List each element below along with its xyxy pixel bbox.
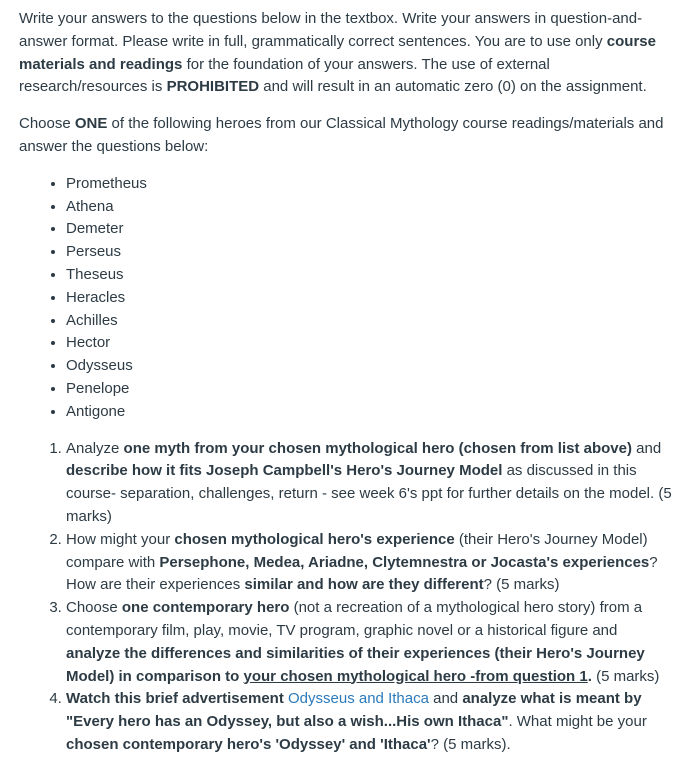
choose-text-1: Choose bbox=[19, 115, 75, 133]
q2-text-2: (their Hero's Journey Model) compare with bbox=[66, 530, 648, 571]
q3-underlined-hero-reference: your chosen mythological hero -from question 1 bbox=[243, 667, 588, 685]
list-item: • Demeter bbox=[66, 218, 673, 241]
q1-text-2: and bbox=[631, 439, 662, 457]
q2-bold-3: similar and how are they different bbox=[244, 576, 484, 594]
list-item: • Hector bbox=[66, 332, 673, 355]
q1-bold-1: one myth from your chosen mythological hero (chosen from list above) bbox=[123, 439, 632, 457]
q3-text-1: Choose bbox=[66, 599, 122, 617]
intro-bold-course-materials: course materials and readings bbox=[19, 32, 656, 73]
question-list bbox=[19, 438, 673, 757]
odysseus-ithaca-link[interactable]: Odysseus and Ithaca bbox=[288, 690, 429, 708]
question-2 bbox=[66, 529, 673, 597]
q3-text-2: (not a recreation of a mythological hero story) from a contemporary film, play, movie, TV program, graphic novel or a historical figure and bbox=[66, 599, 643, 639]
q2-bold-1: chosen mythological hero's experience bbox=[174, 530, 455, 548]
list-item: • Odysseus bbox=[66, 355, 673, 378]
list-item: • Perseus bbox=[66, 241, 673, 264]
q4-bold-2: analyze what is meant by "Every hero has an Odyssey, but also a wish...His own Ithaca" bbox=[66, 690, 642, 731]
q1-bold-2: describe how it fits Joseph Campbell's Hero's Journey Model bbox=[66, 462, 503, 480]
q4-text-3: . What might be your bbox=[508, 713, 647, 731]
list-item: • Prometheus bbox=[66, 173, 673, 196]
choose-bold-one: ONE bbox=[74, 115, 108, 133]
q2-text-1: How might your bbox=[66, 530, 175, 548]
q4-bold-3: chosen contemporary hero's 'Odyssey' and 'Ithaca' bbox=[66, 735, 431, 753]
intro-bold-prohibited: PROHIBITED bbox=[166, 78, 260, 96]
list-item: • Antigone bbox=[66, 401, 673, 424]
q1-text-3: as discussed in this course- separation, challenges, return - see week 6's ppt for further details on the model. (5 marks) bbox=[66, 462, 672, 525]
intro-paragraph bbox=[19, 8, 673, 99]
list-item: • Heracles bbox=[66, 287, 673, 310]
question-4 bbox=[66, 688, 673, 756]
list-item: • Achilles bbox=[66, 310, 673, 333]
q3-bold-2: analyze the differences and similarities of their experiences (their Hero's Journey Model) in comparison to bbox=[66, 644, 645, 685]
hero-list bbox=[19, 173, 673, 424]
q1-text-1: Analyze bbox=[66, 439, 124, 457]
list-item: • Penelope bbox=[66, 378, 673, 401]
list-item: • Theseus bbox=[66, 264, 673, 287]
q3-bold-1: one contemporary hero bbox=[121, 599, 290, 617]
q2-text-3: ? How are their experiences bbox=[66, 553, 658, 594]
q4-text-2: and bbox=[428, 690, 463, 708]
intro-text-2: for the foundation of your answers. The use of external research/resources is bbox=[19, 55, 550, 96]
q3-bold-3: . bbox=[587, 667, 592, 685]
q2-bold-2: Persephone, Medea, Ariadne, Clytemnestra or Jocasta's experiences bbox=[159, 553, 650, 571]
q4-text-4: ? (5 marks). bbox=[430, 735, 511, 753]
intro-text-3: and will result in an automatic zero (0) on the assignment. bbox=[259, 78, 647, 96]
choose-text-2: of the following heroes from our Classical Mythology course readings/materials and answer the questions below: bbox=[19, 115, 664, 155]
question-1 bbox=[66, 438, 673, 529]
q3-text-3: (5 marks) bbox=[591, 667, 660, 685]
intro-text-1: Write your answers to the questions below in the textbox. Write your answers in question-and-answer format. Please write in full, grammatically correct sentences. You are to use only bbox=[19, 10, 643, 50]
question-3 bbox=[66, 597, 673, 688]
choose-paragraph bbox=[19, 113, 673, 159]
list-item: • Athena bbox=[66, 196, 673, 219]
q2-text-4: ? (5 marks) bbox=[483, 576, 560, 594]
q4-bold-1: Watch this brief advertisement bbox=[66, 690, 284, 708]
